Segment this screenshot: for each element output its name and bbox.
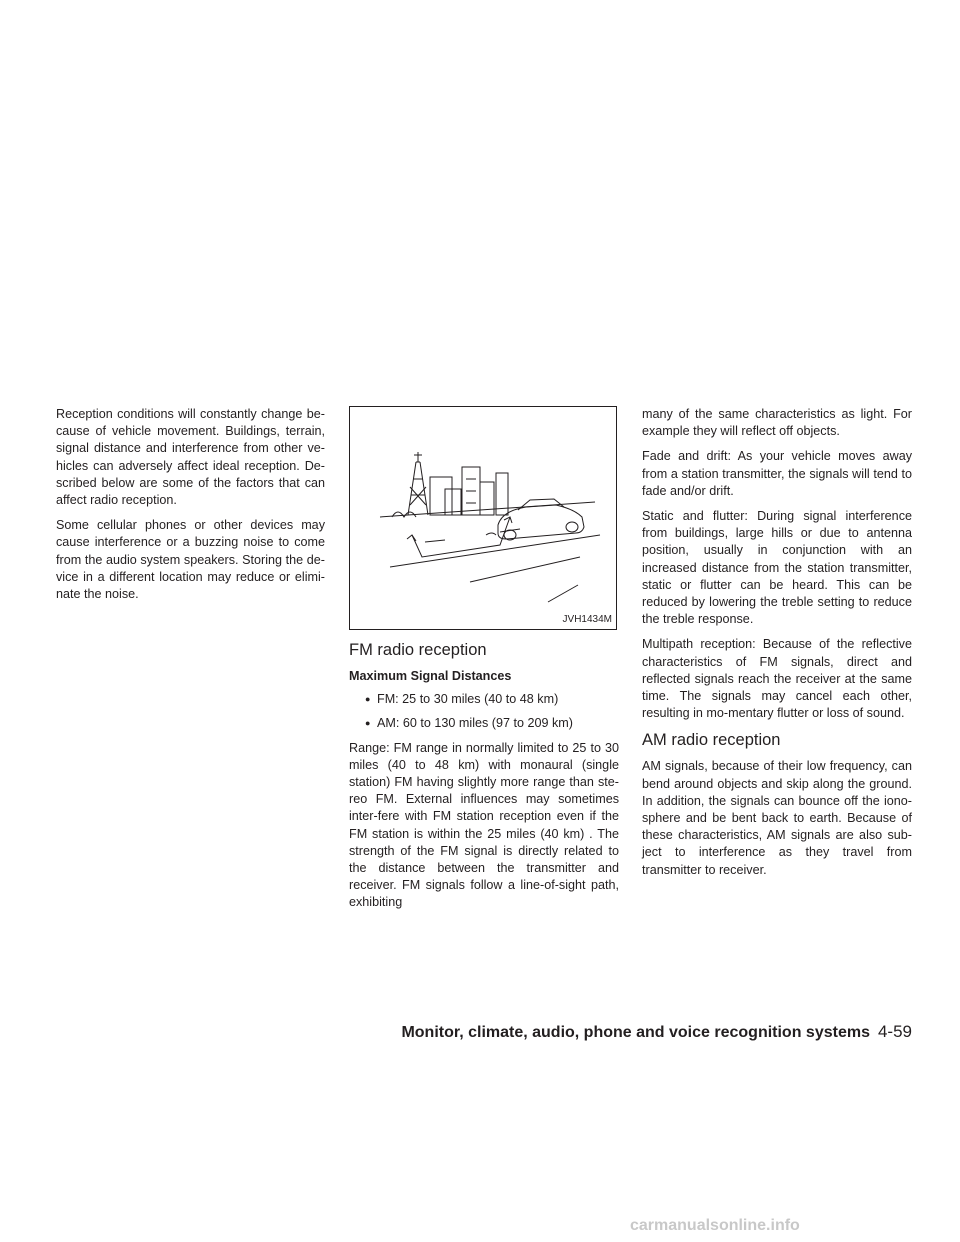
radio-reception-illustration: [349, 406, 617, 630]
heading-am-radio-reception: AM radio reception: [642, 731, 781, 750]
column-right: [642, 406, 912, 887]
list-item: ● FM: 25 to 30 miles (40 to 48 km): [365, 691, 619, 708]
column-left: [56, 406, 325, 611]
subheading-max-signal-distances: Maximum Signal Distances: [349, 669, 512, 683]
paragraph-multipath: Multipath reception: Because of the reflective characteristics of FM signals, direct and reflected signals reach the receiver at the same time. The signals may cancel each other, resulting in mo-mentary flutter or loss of sound.: [642, 637, 912, 721]
paragraph-fade-drift: Fade and drift: As your vehicle moves away from a station transmitter, the signals will tend to fade and/or drift.: [642, 449, 912, 498]
paragraph-static-flutter: Static and flutter: During signal interference from buildings, large hills or due to antenna position, usually in conjunction with an increased distance from the station transmitter, static or flutter can be heard. This can be reduced by lowering the treble setting to reduce the treble response.: [642, 509, 912, 627]
paragraph-fm-range-continued: many of the same characteristics as light. For example they will reflect off objects.: [642, 407, 912, 439]
signal-distance-list: [349, 691, 619, 732]
paragraph-cellular-interference: Some cellular phones or other devices may cause interference or a buzzing noise to come from the audio system speakers. Storing the de-vice in a different location may reduce or elimi-nate the noise.: [56, 518, 325, 602]
column-middle: [349, 406, 619, 920]
paragraph-am-signals: AM signals, because of their low frequency, can bend around objects and skip along the ground. In addition, the signals can bounce off the iono-sphere and be bent back to earth. Because of these characteristics, AM signals are also sub-ject to interference as they travel from transmitter to receiver.: [642, 759, 912, 877]
figure-id: JVH1434M: [562, 614, 612, 625]
illustration-drawing: [350, 407, 616, 629]
page-footer: [300, 1022, 912, 1043]
list-item: ● AM: 60 to 130 miles (97 to 209 km): [365, 715, 619, 732]
watermark: carmanualsonline.info: [630, 1217, 800, 1234]
page-number: 4-59: [877, 1022, 912, 1041]
footer-section-title: Monitor, climate, audio, phone and voice recognition systems: [401, 1024, 870, 1041]
heading-fm-radio-reception: FM radio reception: [349, 641, 487, 659]
paragraph-fm-range: Range: FM range in normally limited to 25 to 30 miles (40 to 48 km) with monaural (single station) FM having slightly more range than ste-reo FM. External influences may sometimes inter-fere with FM station reception even if the FM station is within the 25 miles (40 km) . The strength of the FM signal is directly related to the distance between the transmitter and receiver. FM signals follow a line-of-sight path, exhibiting: [349, 740, 619, 910]
paragraph-reception-conditions: Reception conditions will constantly change be-cause of vehicle movement. Buildings, terrain, signal distance and interference from other ve-hicles can adversely affect ideal reception. De-scribed below are some of the factors that can affect radio reception.: [56, 407, 325, 508]
